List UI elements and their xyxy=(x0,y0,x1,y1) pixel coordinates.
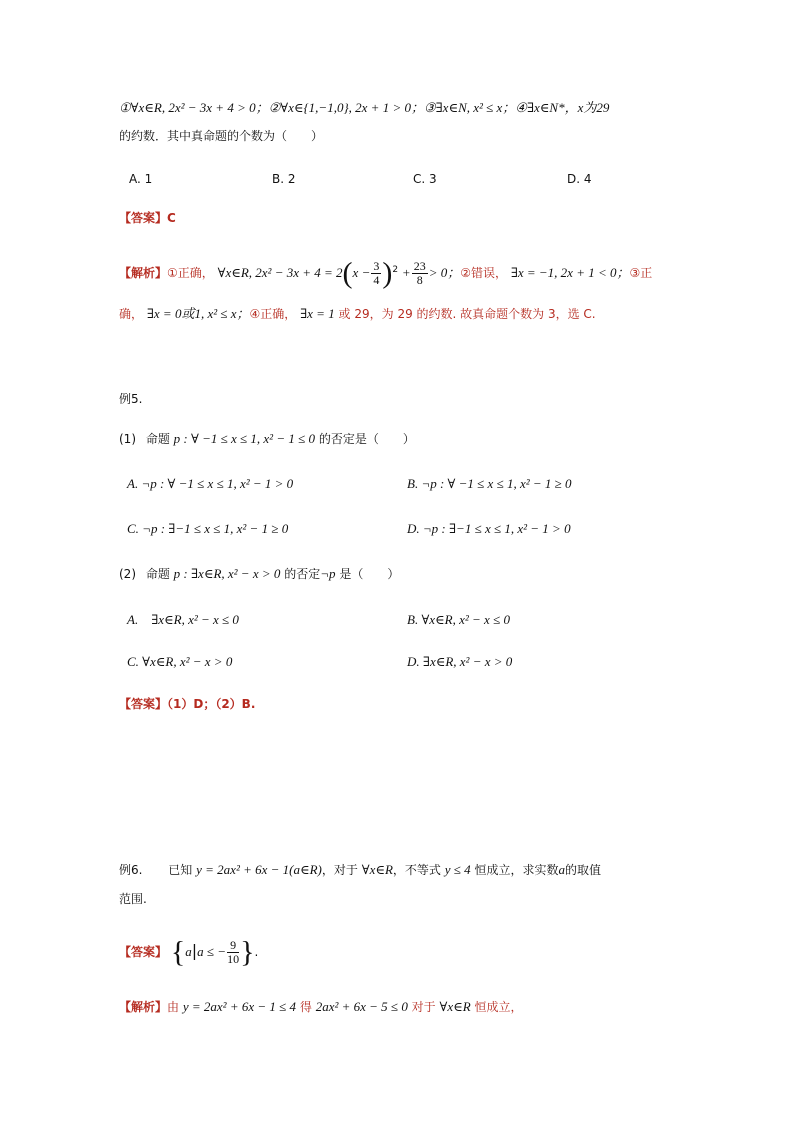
q4-analysis-2: ②错误， xyxy=(460,266,507,280)
ex5-p2-text-b: 的否定 xyxy=(284,567,321,581)
q4-analysis-label: 【解析】 xyxy=(119,266,168,280)
q4-analysis-math-1: ∀x∈R, 2x² − 3x + 4 = 2 xyxy=(217,265,343,280)
ex5-p1-text-a: 命题 xyxy=(145,432,170,446)
right-paren: ) xyxy=(382,256,393,290)
ex6-analysis-math-3: ∀x∈R xyxy=(439,999,471,1014)
q4-option-a: A. 1 xyxy=(129,172,153,186)
ex6-text-b: ，对于 xyxy=(321,863,358,877)
ex5-p2-option-a xyxy=(127,612,239,628)
ex5-title: 例5. xyxy=(119,392,143,406)
ex5-p2-option-c xyxy=(127,654,232,670)
ex6-answer xyxy=(119,934,258,969)
option-text: D. ∃x∈R, x² − x > 0 xyxy=(407,654,513,669)
ex6-title: 例6. xyxy=(119,863,143,877)
q4-analysis-5: ④正确， xyxy=(249,307,297,321)
frac-num: 3 xyxy=(373,259,380,273)
q4-analysis-math-3: ∃x = 0或1, x² ≤ x； xyxy=(146,306,250,321)
ex5-p2-math2: ¬p xyxy=(320,566,336,581)
ex6-analysis-math-1: y = 2ax² + 6x − 1 ≤ 4 xyxy=(182,999,297,1014)
q4-analysis-6: 或 29，为 29 的约数. 故真命题个数为 3，选 C. xyxy=(338,307,596,321)
frac-den: 10 xyxy=(227,952,240,966)
q4-stem-line2: 的约数．其中真命题的个数为（ ） xyxy=(119,129,324,143)
ex6-analysis-math-2: 2ax² + 6x − 5 ≤ 0 xyxy=(315,999,408,1014)
frac-den: 8 xyxy=(416,273,423,287)
ex5-p1-math: p : ∀ −1 ≤ x ≤ 1, x² − 1 ≤ 0 xyxy=(173,431,315,446)
ex5-p2-math: p : ∃x∈R, x² − x > 0 xyxy=(173,566,281,581)
q4-analysis-paren-in: x − xyxy=(352,265,371,280)
q4-stem-math: ①∀x∈R, 2x² − 3x + 4 > 0；②∀x∈{1,−1,0}, 2x + 1 > 0；③∃x∈N, x² ≤ x；④∃x∈N*，x为29 xyxy=(119,100,610,115)
ex5-p2-text-c: 是（ ） xyxy=(339,567,400,581)
q4-option-c: C. 3 xyxy=(413,172,437,186)
ex6-math-1: y = 2ax² + 6x − 1(a∈R) xyxy=(196,862,322,877)
ex6-stem-line2: 范围. xyxy=(119,892,147,906)
fraction-3-4 xyxy=(371,260,381,287)
ex6-analysis-a: 由 xyxy=(167,1000,180,1014)
q4-analysis-line1 xyxy=(119,256,653,290)
ex6-answer-label: 【答案】 xyxy=(119,945,168,959)
period: . xyxy=(254,945,259,959)
q4-stem-line1 xyxy=(119,100,609,116)
ex6-analysis-d: 恒成立， xyxy=(474,1000,523,1014)
ex6-analysis xyxy=(119,999,523,1015)
ex6-text-e: 的取值 xyxy=(565,863,602,877)
ex5-p2 xyxy=(119,566,399,582)
option-text: D. ¬p : ∃−1 ≤ x ≤ 1, x² − 1 > 0 xyxy=(407,521,571,536)
ex5-answer-value: （1）D；（2）B. xyxy=(167,697,256,711)
right-brace: } xyxy=(240,935,255,969)
option-text: B. ∀x∈R, x² − x ≤ 0 xyxy=(407,612,510,627)
fraction-23-8 xyxy=(412,260,428,287)
q4-answer-label: 【答案】 xyxy=(119,211,168,225)
ex6-text-c: ，不等式 xyxy=(392,863,441,877)
left-paren: ( xyxy=(342,256,353,290)
q4-analysis-3: ③正 xyxy=(629,266,653,280)
ex6-math-4: a xyxy=(558,862,565,877)
ex5-p2-text-a: 命题 xyxy=(145,567,170,581)
ex5-p1-text-b: 的否定是（ ） xyxy=(318,432,415,446)
q4-analysis-line2 xyxy=(119,306,596,322)
ex6-analysis-label: 【解析】 xyxy=(119,1000,168,1014)
q4-answer xyxy=(119,210,176,226)
q4-answer-value: C xyxy=(167,211,176,225)
ex5-p2-option-b xyxy=(407,612,510,628)
option-text: A. ∃x∈R, x² − x ≤ 0 xyxy=(127,612,239,627)
ex5-p1-option-b xyxy=(407,476,572,492)
option-text: C. ¬p : ∃−1 ≤ x ≤ 1, x² − 1 ≥ 0 xyxy=(127,521,289,536)
ex5-p1-label: (1) xyxy=(119,432,136,446)
left-brace: { xyxy=(170,935,186,969)
q4-analysis-math-2: ∃x = −1, 2x + 1 < 0； xyxy=(510,265,630,280)
ex6-stem-line1 xyxy=(119,862,601,878)
ex5-answer xyxy=(119,696,255,712)
ex6-analysis-b: 得 xyxy=(299,1000,312,1014)
q4-analysis-end: > 0； xyxy=(428,265,461,280)
frac-num: 9 xyxy=(227,939,239,953)
ex6-math-3: y ≤ 4 xyxy=(444,862,471,877)
frac-den: 4 xyxy=(373,273,380,287)
ex5-p1-option-c xyxy=(127,521,288,537)
fraction-9-10 xyxy=(227,939,239,966)
ex6-math-2: ∀x∈R xyxy=(361,862,393,877)
q4-option-d: D. 4 xyxy=(567,172,592,186)
ex6-analysis-c: 对于 xyxy=(411,1000,436,1014)
set-bar: | xyxy=(191,941,198,960)
ex6-answer-cond: a ≤ − xyxy=(197,944,227,959)
ex5-p1-option-d xyxy=(407,521,571,537)
ex5-p2-option-d xyxy=(407,654,512,670)
ex5-answer-label: 【答案】 xyxy=(119,697,168,711)
q4-analysis-1: ①正确， xyxy=(167,266,214,280)
ex5-p1-option-a xyxy=(127,476,293,492)
ex6-answer-a: a xyxy=(185,944,192,959)
q4-analysis-plus: + xyxy=(401,265,411,280)
option-text: C. ∀x∈R, x² − x > 0 xyxy=(127,654,233,669)
option-text: A. ¬p : ∀ −1 ≤ x ≤ 1, x² − 1 > 0 xyxy=(127,476,294,491)
q4-option-b: B. 2 xyxy=(272,172,296,186)
ex6-text-a: 已知 xyxy=(168,863,193,877)
option-text: B. ¬p : ∀ −1 ≤ x ≤ 1, x² − 1 ≥ 0 xyxy=(407,476,572,491)
square-exponent: 2 xyxy=(392,265,399,275)
frac-num: 23 xyxy=(413,259,426,273)
q4-analysis-math-4: ∃x = 1 xyxy=(300,306,335,321)
ex5-p1 xyxy=(119,431,415,447)
ex5-p2-label: (2) xyxy=(119,567,136,581)
ex6-text-d: 恒成立，求实数 xyxy=(474,863,559,877)
q4-analysis-4: 确， xyxy=(119,307,144,321)
